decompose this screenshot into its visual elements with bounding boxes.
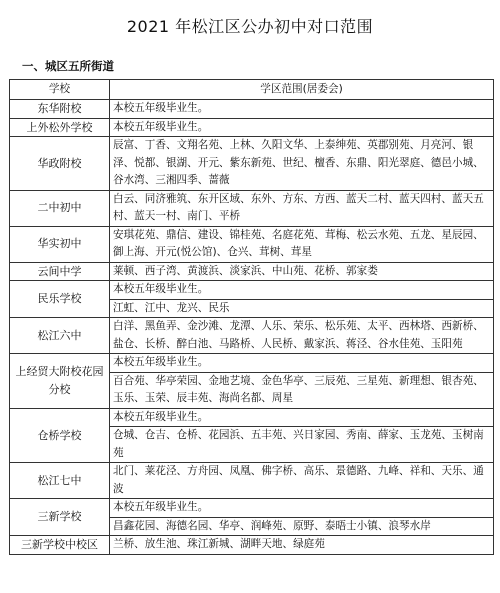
graduate-note: 本校五年级毕业生。: [113, 410, 209, 423]
district-range: [110, 100, 494, 119]
school-name: 三新学校: [10, 499, 110, 536]
district-range: [110, 137, 494, 191]
school-name: 上经贸大附校花园分校: [10, 354, 110, 409]
district-list: 辰富、丁香、文翔名苑、上林、久阳文华、上泰绅苑、英郡别苑、月亮河、银泽、悦都、银湖、开元、紫东新苑、世纪、檀香、东鼎、阳光翠庭、德邑小城、谷水湾、三湘四季、蔷薇: [113, 139, 484, 186]
district-list: 白洋、黑鱼弄、金沙滩、龙潭、人乐、荣乐、松乐苑、太平、西林塔、西新桥、盐仓、长桥、醉白池、马路桥、人民桥、戴家浜、蒋泾、谷水佳苑、玉阳苑: [113, 320, 484, 350]
table-row: [10, 281, 494, 318]
district-list: 北门、莱花泾、方舟园、凤凰、佛字桥、高乐、景德路、九峰、祥和、天乐、通波: [113, 465, 484, 495]
school-name: 松江六中: [10, 318, 110, 354]
school-name: 东华附校: [10, 100, 110, 119]
school-name: 华政附校: [10, 137, 110, 191]
school-name: 三新学校中校区: [10, 536, 110, 555]
district-list: 兰桥、放生池、珠江新城、湖畔天地、绿庭苑: [113, 538, 325, 550]
section-heading: 一、城区五所街道: [22, 59, 114, 73]
header-school: 学校: [10, 80, 110, 100]
district-list: 白云、同济雅筑、东开区域、东外、方东、方西、蓝天二村、蓝天四村、蓝天五村、蓝天一村、南门、平桥: [113, 192, 484, 222]
table-header-row: [10, 80, 494, 100]
district-list: 江虹、江中、龙兴、民乐: [110, 299, 493, 318]
school-name: 上外松外学校: [10, 118, 110, 137]
district-list: 本校五年级毕业生。: [113, 102, 209, 114]
table-row: [10, 190, 494, 226]
school-name: 云间中学: [10, 262, 110, 281]
table-body: [10, 100, 494, 555]
document-title: 2021 年松江区公办初中对口范围: [126, 17, 374, 36]
school-name: 华实初中: [10, 226, 110, 262]
graduate-note: 本校五年级毕业生。: [113, 501, 209, 513]
table-row: [10, 118, 494, 137]
district-range: [110, 318, 494, 354]
table-row: [10, 499, 494, 536]
school-name: 松江七中: [10, 463, 110, 499]
table-row: [10, 536, 494, 555]
district-range: [110, 281, 494, 318]
district-list: 百合苑、华亭荣园、金地艺境、金色华亭、三辰苑、三星苑、新理想、银杏苑、玉乐、玉荣、辰丰苑、海尚名都、周星: [110, 372, 493, 408]
district-range: [110, 536, 494, 555]
district-list: 安琪花苑、鼎信、建设、锦桂苑、名庭花苑、茸梅、松云水苑、五龙、星辰园、御上海、开元(悦公馆)、仓兴、茸树、茸星: [113, 228, 484, 258]
school-name: 仓桥学校: [10, 408, 110, 463]
school-district-table: [9, 79, 494, 555]
district-range: [110, 463, 494, 499]
graduate-note: 本校五年级毕业生。: [113, 283, 209, 295]
district-range: [110, 226, 494, 262]
table-row: [10, 318, 494, 354]
district-range: [110, 408, 494, 463]
school-name: 二中初中: [10, 190, 110, 226]
district-list: 莱顿、西子湾、黄渡浜、淡家浜、中山苑、花桥、郭家娄: [113, 264, 378, 277]
district-list: 昌鑫花园、海德名园、华亭、润峰苑、原野、泰晤士小镇、浪琴水岸: [110, 517, 493, 536]
table-row: [10, 463, 494, 499]
school-name: 民乐学校: [10, 281, 110, 318]
district-list: 本校五年级毕业生。: [113, 120, 209, 133]
header-district: 学区范围(居委会): [110, 80, 494, 100]
district-range: [110, 262, 494, 281]
table-row: [10, 226, 494, 262]
table-row: [10, 137, 494, 191]
district-range: [110, 499, 494, 536]
table-row: [10, 262, 494, 281]
table-row: [10, 408, 494, 463]
table-row: [10, 100, 494, 119]
district-range: [110, 354, 494, 409]
district-list: 仓城、仓吉、仓桥、花园浜、五丰苑、兴日家园、秀南、薛家、玉龙苑、玉树南苑: [110, 426, 493, 462]
district-range: [110, 118, 494, 137]
graduate-note: 本校五年级毕业生。: [113, 356, 209, 368]
table-row: [10, 354, 494, 409]
district-range: [110, 190, 494, 226]
